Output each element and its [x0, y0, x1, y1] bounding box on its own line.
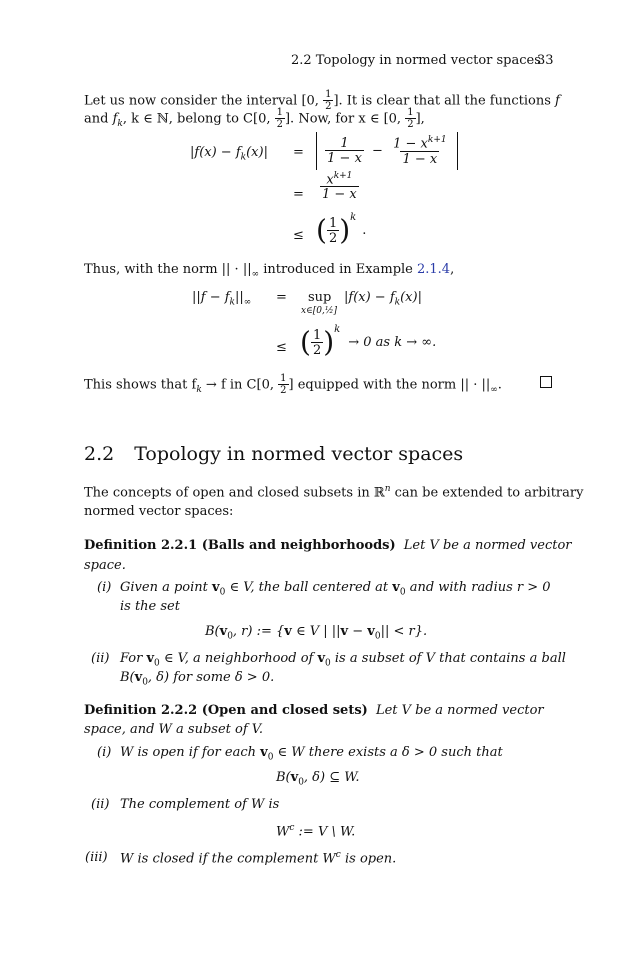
definition-label: Definition 2.2.2 (Open and closed sets): [84, 703, 368, 718]
intro-line-1: Let us now consider the interval [0, $\frac{1}{2}$ ]. It is clear that all the functions f: [84, 89, 560, 112]
eq1-rhs-1: $\frac{1}{1 - x}$ − $\frac{1 - x^{k+1}}{1 - x}$: [316, 132, 458, 170]
def2-item-iii-label: (iii): [85, 850, 108, 865]
section-intro-line-1: The concepts of open and closed subsets in ℝ$^n$ can be extended to arbitrary: [84, 484, 584, 501]
section-title: Topology in normed vector spaces: [134, 443, 464, 465]
eq2-sup: sup: [308, 290, 332, 305]
def2-item-i-line: W is open if for each $v_0$ ∈ W there exists a δ > 0 such that: [120, 745, 503, 763]
thus-line: Thus, with the norm || · $||_\infty$ introduced in Example 2.1.4,: [84, 262, 455, 280]
eq2-lhs: $||f - f_k||_\infty$: [192, 290, 252, 308]
section-intro-line-2: normed vector spaces:: [84, 504, 234, 519]
eq2-sup-subscript: x∈[0,½]: [301, 306, 338, 316]
ball-definition-equation: $B(v_0$, r) := {v ∈ V | $||v - v_0|| < r$}.: [205, 624, 428, 642]
def1-item-i-line-1: Given a point $v_0$ ∈ V, the ball centered at $v_0$ and with radius r > 0: [120, 580, 551, 598]
section-heading: [84, 443, 463, 465]
eq2-rhs-2: ( $\frac{1}{2}$ )$^k$→ 0 as k → ∞.: [300, 324, 437, 359]
def1-item-ii-label: (ii): [91, 651, 110, 666]
definition-2-2-2-line-1: Definition 2.2.2 (Open and closed sets) Let V be a normed vector: [84, 703, 544, 718]
def1-item-i-label: (i): [97, 580, 112, 595]
eq1-equals-2: =: [293, 187, 304, 202]
def2-item-iii-line: W is closed if the complement $W^c$ is open.: [120, 850, 397, 867]
definition-2-2-1-line-2: space.: [84, 558, 126, 573]
example-ref-link[interactable]: 2.1.4: [417, 262, 451, 277]
page-number: 33: [537, 53, 554, 68]
eq1-rhs-2: $\frac{x^{k+1}}{1 - x}$: [322, 171, 357, 203]
intro-line-2: and $f_k$, k ∈ ℕ, belong to C[0, $\frac{1}{2}$ ]. Now, for x ∈ [0, $\frac{1}{2}$ ],: [84, 107, 425, 130]
eq2-equals: =: [276, 290, 287, 305]
def1-item-i-line-2: is the set: [120, 599, 180, 614]
shows-line: This shows that $f_k \to f$ in C[0, $\frac{1}{2}$ ] equipped with the norm || · $||_\infty$.: [84, 373, 502, 396]
definition-2-2-2-line-2: space, and W a subset of V.: [84, 722, 264, 737]
def1-item-ii-line-1: For $v_0$ ∈ V, a neighborhood of $v_0$ is a subset of V that contains a ball: [120, 651, 566, 669]
eq1-equals-1: =: [293, 145, 304, 160]
def1-item-ii-line-2: $B(v_0$, δ) for some δ > 0.: [120, 670, 275, 688]
eq1-leq: ≤: [293, 228, 304, 243]
qed-box: [540, 376, 552, 392]
def2-item-ii-line: The complement of W is: [120, 797, 280, 812]
running-title: 2.2 Topology in normed vector spaces: [291, 53, 541, 68]
section-number: 2.2: [84, 443, 115, 465]
complement-equation: $W^c$ := V \ W.: [276, 823, 356, 840]
eq2-leq: ≤: [276, 340, 287, 355]
eq1-rhs-3: ( $\frac{1}{2}$ )$^k$.: [316, 212, 367, 247]
definition-label: Definition 2.2.1 (Balls and neighborhoods): [84, 538, 396, 553]
def2-item-i-label: (i): [97, 745, 112, 760]
eq1-lhs: $|f(x) - f_k(x)|$: [190, 145, 268, 163]
eq2-rhs-1: $|f(x) - f_k(x)|$: [344, 290, 422, 308]
open-set-equation: $B(v_0$, δ) ⊆ W.: [276, 770, 360, 788]
definition-2-2-1-line-1: Definition 2.2.1 (Balls and neighborhoods) Let V be a normed vector: [84, 538, 572, 553]
def2-item-ii-label: (ii): [91, 797, 110, 812]
